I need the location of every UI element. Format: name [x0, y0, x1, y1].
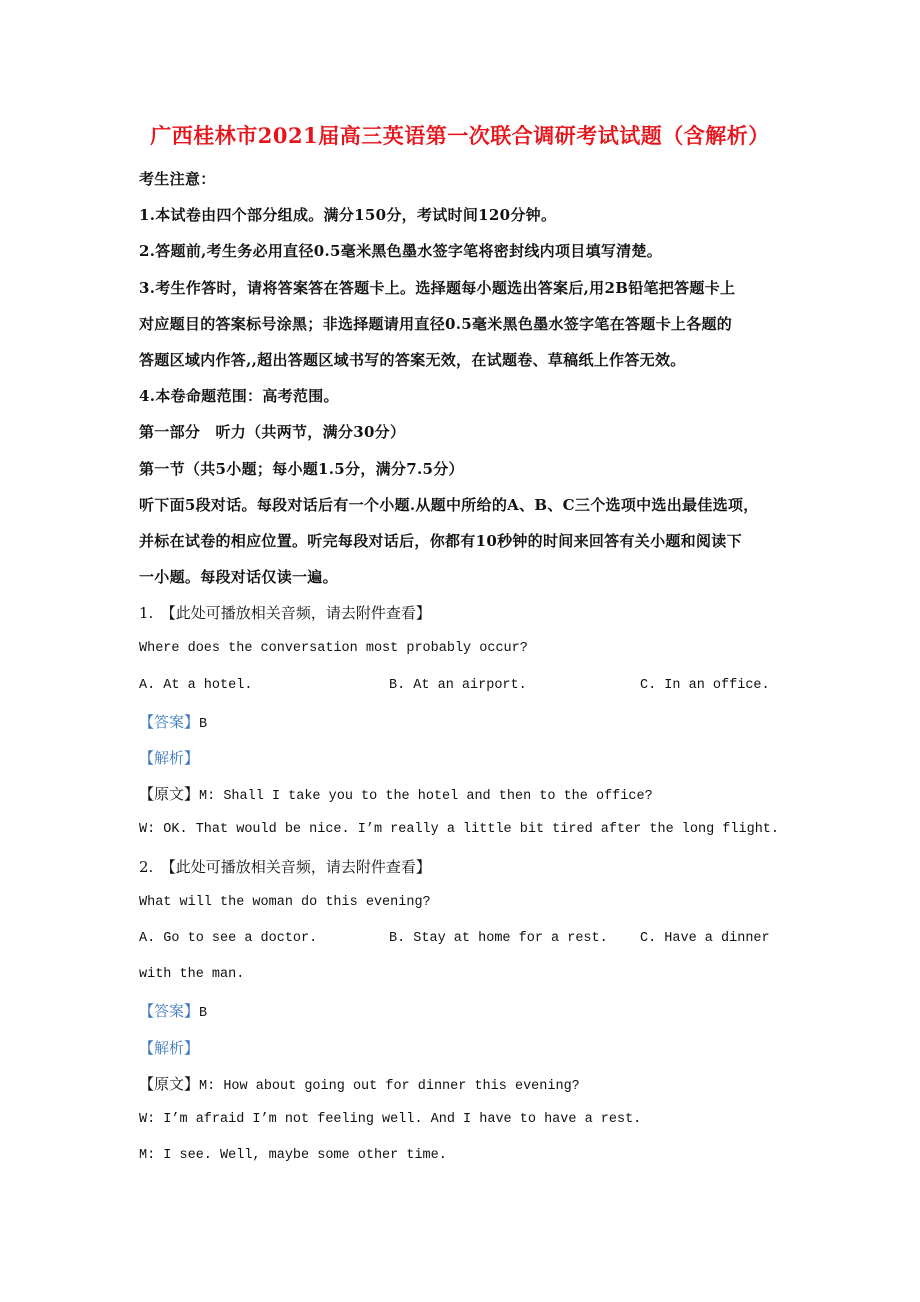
- notice-item: 4.本卷命题范围：高考范围。: [139, 387, 339, 406]
- notice-item: 2.答题前,考生务必用直径0.5毫米黑色墨水签字笔将密封线内项目填写清楚。: [139, 242, 663, 261]
- question-header: 1. 【此处可播放相关音频，请去附件查看】: [139, 604, 431, 623]
- instructions-line: 听下面5段对话。每段对话后有一个小题.从题中所给的A、B、C三个选项中选出最佳选项，: [139, 495, 759, 514]
- answer-value: B: [199, 1006, 208, 1022]
- option-c: C. Have a dinner: [640, 930, 770, 946]
- option-c-continued: with the man.: [139, 967, 245, 983]
- notice-heading: 考生注意：: [139, 170, 216, 188]
- notice-item: 对应题目的答案标号涂黑；非选择题请用直径0.5毫米黑色墨水签字笔在答题卡上各题的: [139, 314, 733, 333]
- option-a: A. Go to see a doctor.: [139, 930, 318, 946]
- instructions-line: 一小题。每段对话仅读一遍。: [139, 568, 338, 587]
- transcript-line: [139, 781, 789, 817]
- transcript-text: M: Shall I take you to the hotel and then to the office?: [199, 789, 653, 805]
- instructions-line: 并标在试卷的相应位置。听完每段对话后，你都有10秒钟的时间来回答有关小题和阅读下: [139, 531, 742, 550]
- question-header: 2. 【此处可播放相关音频，请去附件查看】: [139, 857, 431, 876]
- document-body: [139, 166, 789, 1179]
- answer-value: B: [199, 716, 208, 732]
- transcript-line: M: I see. Well, maybe some other time.: [139, 1148, 447, 1164]
- question-text: Where does the conversation most probably occur?: [139, 641, 528, 657]
- transcript-text: M: How about going out for dinner this evening?: [199, 1078, 580, 1094]
- analysis-label: 【解析】: [139, 1038, 200, 1057]
- original-label: 【原文】: [139, 1074, 200, 1093]
- question-text: What will the woman do this evening?: [139, 894, 431, 910]
- document-title: 广西桂林市2021届高三英语第一次联合调研考试试题（含解析）: [150, 123, 770, 148]
- answer-label: 【答案】: [139, 1002, 200, 1021]
- answer-line: [139, 709, 789, 745]
- option-b: B. Stay at home for a rest.: [389, 930, 608, 946]
- section-heading: 第一节（共5小题；每小题1.5分，满分7.5分）: [139, 459, 464, 478]
- notice-item: 3.考生作答时，请将答案答在答题卡上。选择题每小题选出答案后,用2B铅笔把答题卡上: [139, 278, 736, 297]
- original-label: 【原文】: [139, 785, 200, 804]
- options-row: [139, 926, 789, 962]
- options-row: [139, 673, 789, 709]
- answer-label: 【答案】: [139, 712, 200, 731]
- part-heading: 第一部分 听力（共两节，满分30分）: [139, 423, 406, 442]
- transcript-line: W: I’m afraid I’m not feeling well. And I have to have a rest.: [139, 1111, 642, 1127]
- option-a: A. At a hotel.: [139, 677, 253, 693]
- transcript-line: W: OK. That would be nice. I’m really a little bit tired after the long flight.: [139, 822, 780, 838]
- option-b: B. At an airport.: [389, 677, 527, 693]
- option-c: C. In an office.: [640, 677, 770, 693]
- answer-line: [139, 998, 789, 1034]
- transcript-line: [139, 1071, 789, 1107]
- analysis-label: 【解析】: [139, 749, 200, 767]
- notice-item: 1.本试卷由四个部分组成。满分150分，考试时间120分钟。: [139, 206, 557, 225]
- notice-item: 答题区域内作答,,超出答题区域书写的答案无效，在试题卷、草稿纸上作答无效。: [139, 350, 686, 369]
